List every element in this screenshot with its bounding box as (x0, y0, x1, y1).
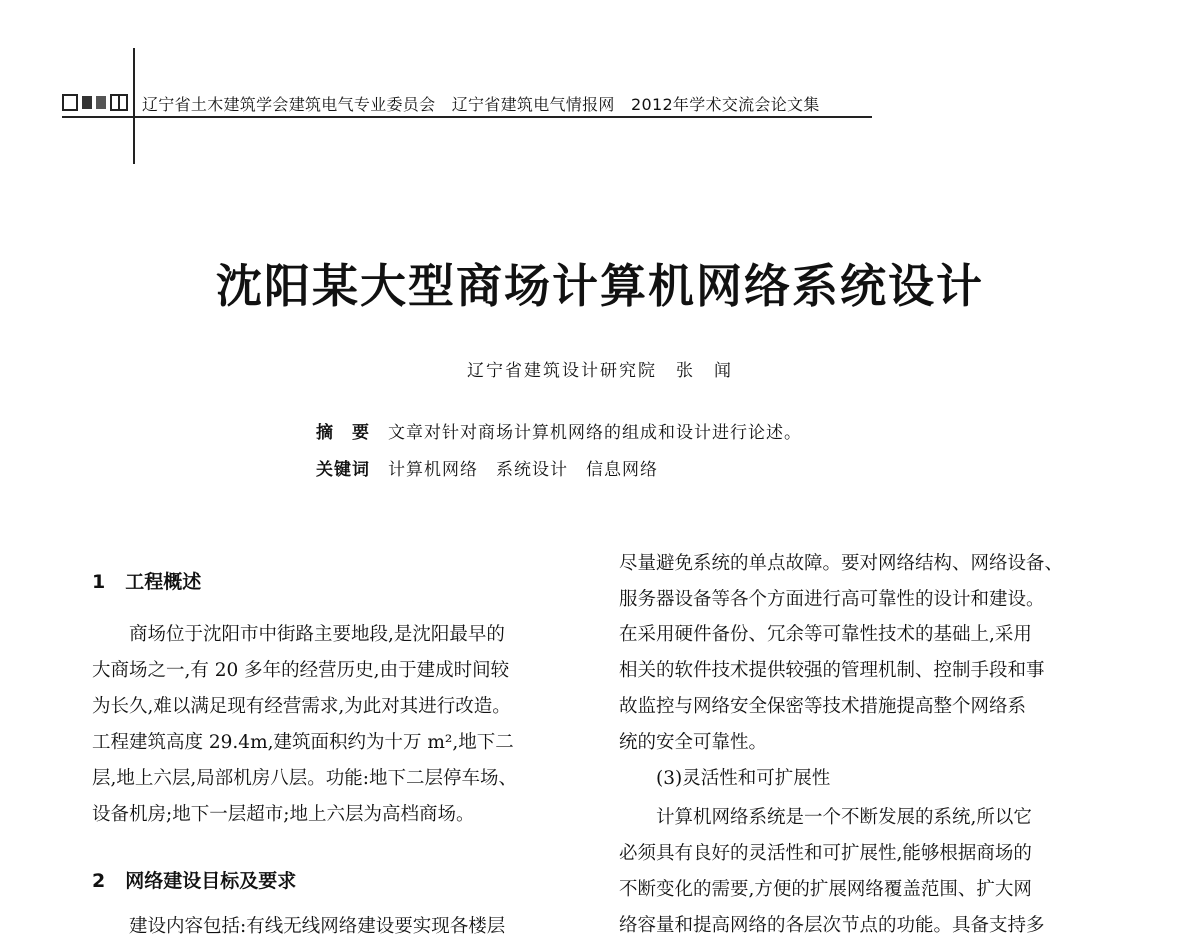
text-line: 计算机网络系统是一个不断发展的系统,所以它 (656, 807, 1032, 828)
paper-title: 沈阳某大型商场计算机网络系统设计 (216, 259, 984, 313)
section-heading-2 (92, 863, 296, 900)
abstract-text: 文章对针对商场计算机网络的组成和设计进行论述。 (388, 423, 802, 443)
abstract (316, 418, 802, 443)
journal-logo-icon (62, 92, 130, 112)
keywords-label: 关键词 (316, 460, 370, 480)
text-line: 为长久,难以满足现有经营需求,为此对其进行改造。 (92, 696, 511, 717)
text-line: 故监控与网络安全保密等技术措施提高整个网络系 (619, 696, 1027, 717)
section-title: 网络建设目标及要求 (125, 870, 297, 892)
section-number: 1 (92, 571, 106, 593)
section-heading-1 (92, 564, 201, 601)
text-line: 建设内容包括:有线无线网络建设要实现各楼层 (129, 916, 506, 937)
running-header (62, 90, 872, 118)
text-line: 在采用硬件备份、冗余等可靠性技术的基础上,采用 (619, 624, 1032, 645)
text-line: 设备机房;地下一层超市;地上六层为高档商场。 (92, 804, 475, 825)
text-line: 统的安全可靠性。 (619, 732, 768, 753)
section-title: 工程概述 (125, 571, 202, 593)
abstract-label: 摘 要 (316, 423, 370, 443)
text-line: 层,地上六层,局部机房八层。功能:地下二层停车场、 (92, 768, 517, 789)
keywords (316, 455, 658, 480)
section-number: 2 (92, 870, 106, 892)
text-line: 必须具有良好的灵活性和可扩展性,能够根据商场的 (619, 843, 1032, 864)
text-line: 尽量避免系统的单点故障。要对网络结构、网络设备、 (619, 553, 1064, 574)
text-line: 络容量和提高网络的各层次节点的功能。具备支持多 (619, 915, 1045, 936)
text-line: 服务器设备等各个方面进行高可靠性的设计和建设。 (619, 589, 1045, 610)
paper-author: 辽宁省建筑设计研究院 张 闻 (467, 361, 733, 381)
text-line: 工程建筑高度 29.4m,建筑面积约为十万 m²,地下二 (92, 732, 514, 753)
text-line: 不断变化的需要,方便的扩展网络覆盖范围、扩大网 (619, 879, 1032, 900)
text-line: 相关的软件技术提供较强的管理机制、控制手段和事 (619, 660, 1045, 681)
keywords-text: 计算机网络 系统设计 信息网络 (388, 460, 658, 480)
text-line: 大商场之一,有 20 多年的经营历史,由于建成时间较 (92, 660, 510, 681)
subsection-heading: (3)灵活性和可扩展性 (656, 768, 831, 789)
text-line: 商场位于沈阳市中街路主要地段,是沈阳最早的 (129, 624, 505, 645)
header-text: 辽宁省土木建筑学会建筑电气专业委员会 辽宁省建筑电气情报网 2012年学术交流会论文集 (142, 95, 820, 114)
